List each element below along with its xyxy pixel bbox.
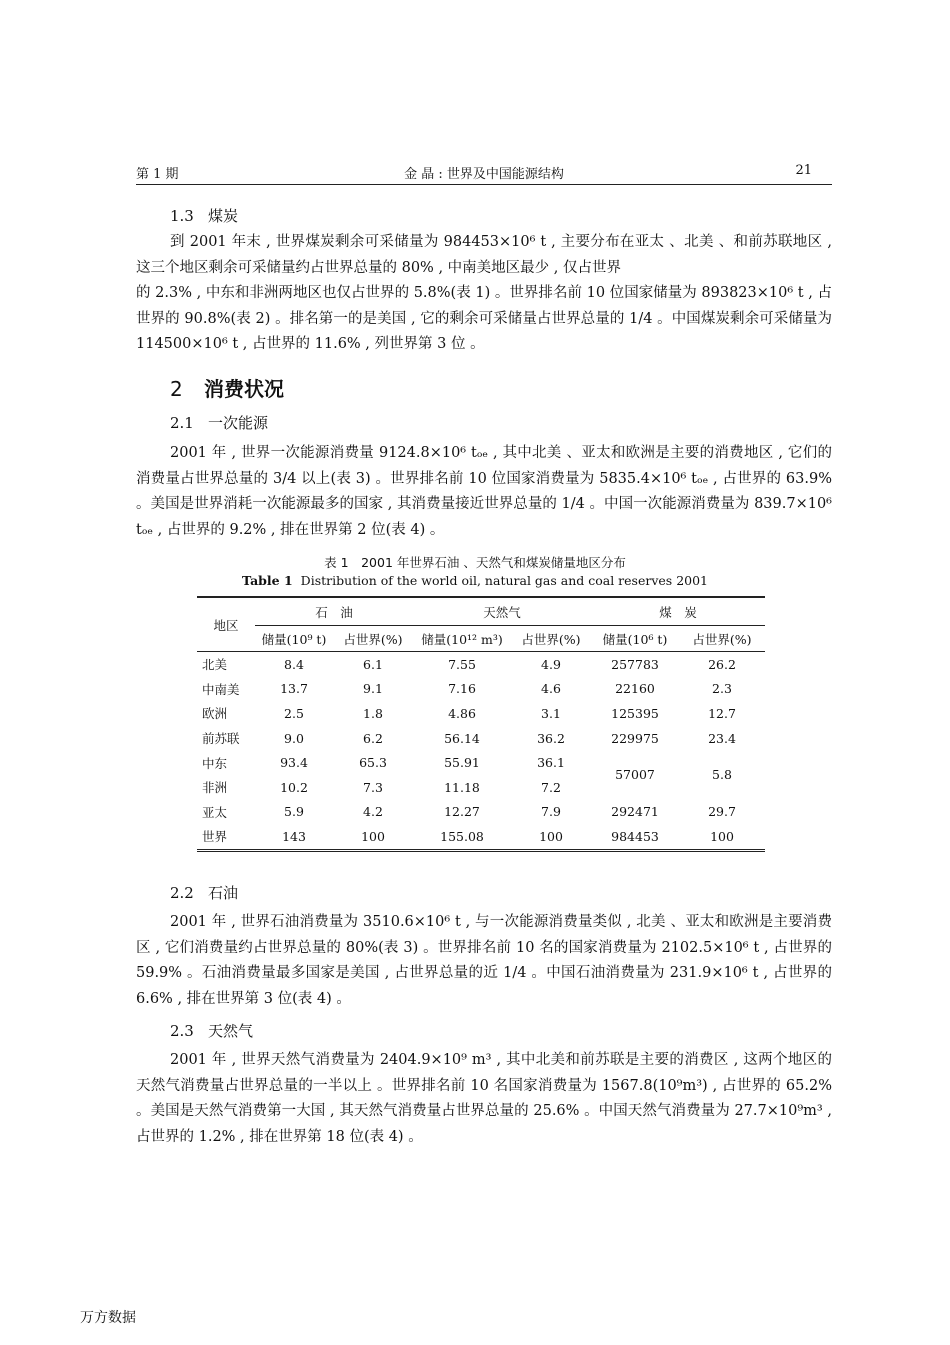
paragraph-oil: 2001 年 , 世界石油消费量为 3510.6×10⁶ t , 与一次能源消费量类似 , 北美 、亚太和欧洲是主要消费区 , 它们消费量约占世界总量的 80%(表 3) 。世界排名前 10 名的国家消费量为 2102.5×10⁶ t , 占世界的 59.9% 。石油消费量最多国家是美国 , 占世界总量的近 1/4 。中国石油消费量为 231.9×10⁶ t , 占世界的 6.6% , 排在世界第 3 位(表 4) 。 xyxy=(136,914,832,1007)
column-subheader: 占世界(%) xyxy=(333,626,413,652)
article-running-title: 金 晶 : 世界及中国能源结构 xyxy=(404,167,564,182)
table-cell: 229975 xyxy=(611,730,659,746)
section-heading-2-1: 2.1 一次能源 xyxy=(170,414,269,432)
table-cell: 23.4 xyxy=(708,730,736,746)
table-cell-region: 欧洲 xyxy=(202,706,228,722)
header-rule xyxy=(136,184,832,185)
table-cell: 93.4 xyxy=(280,755,308,771)
paragraph-coal xyxy=(136,230,832,358)
table-cell: 10.2 xyxy=(280,779,308,795)
section-heading-2-2: 2.2 石油 xyxy=(170,884,239,902)
table-row xyxy=(197,701,765,726)
table-cell: 9.1 xyxy=(363,681,383,697)
column-subheader: 占世界(%) xyxy=(679,626,765,652)
table-cell: 12.7 xyxy=(708,705,736,721)
column-subheader: 储量(10⁶ t) xyxy=(591,626,679,652)
column-header-region: 地区 xyxy=(197,597,255,652)
table-cell: 22160 xyxy=(615,681,655,697)
table-caption-cn: 表 1 2001 年世界石油 、天然气和煤炭储量地区分布 xyxy=(324,555,626,570)
section-heading-1-3: 1.3 煤炭 xyxy=(170,207,239,225)
table-cell: 4.9 xyxy=(541,656,561,672)
table-cell-region: 中南美 xyxy=(202,681,240,697)
table-cell: 3.1 xyxy=(541,705,561,721)
table-cell-merged: 57007 xyxy=(615,767,655,783)
table-cell: 143 xyxy=(255,824,333,850)
paragraph-line: 的 2.3% , 中东和非洲两地区也仅占世界的 5.8%(表 1) 。世界排名前 10 位国家储量为 893823×10⁶ t , 占世界的 90.8%(表 2) 。排名第一的是美国 , 它的剩余可采储量占世界总量的 1/4 。中国煤炭剩余可采储量为 114500×10⁶ t , 占世界的 11.6% , 列世界第 3 位 。 xyxy=(136,285,832,352)
table-cell: 11.18 xyxy=(444,779,480,795)
table-header-row xyxy=(197,597,765,626)
column-subheader: 储量(10¹² m³) xyxy=(413,626,511,652)
publisher-watermark: 万方数据 xyxy=(80,1310,136,1326)
table-cell: 7.55 xyxy=(448,656,476,672)
page-number: 21 xyxy=(795,163,812,178)
column-group-coal: 煤 炭 xyxy=(591,597,765,626)
table-cell: 9.0 xyxy=(284,730,304,746)
table-cell: 6.1 xyxy=(363,656,383,672)
column-subheader: 占世界(%) xyxy=(511,626,591,652)
table-cell: 65.3 xyxy=(359,755,387,771)
table-cell: 7.16 xyxy=(448,681,476,697)
table-cell: 36.1 xyxy=(537,755,565,771)
table-cell: 7.2 xyxy=(541,779,561,795)
table-row xyxy=(197,800,765,825)
table-cell-merged: 5.8 xyxy=(712,767,732,783)
table-cell: 100 xyxy=(511,824,591,850)
table-row-total xyxy=(197,824,765,850)
table-cell: 125395 xyxy=(611,705,659,721)
table-cell: 13.7 xyxy=(280,681,308,697)
column-subheader: 储量(10⁹ t) xyxy=(255,626,333,652)
table-caption-en: Table 1 Distribution of the world oil, natural gas and coal reserves 2001 xyxy=(241,573,709,588)
table-cell: 257783 xyxy=(611,656,659,672)
table-row xyxy=(197,652,765,677)
table-cell: 2.5 xyxy=(284,705,304,721)
table-cell: 155.08 xyxy=(413,824,511,850)
paragraph-line: 到 2001 年末 , 世界煤炭剩余可采储量为 984453×10⁶ t , 主要分布在亚太 、北美 、和前苏联地区 , 这三个地区剩余可采储量约占世界总量的 80% , 中南美地区最少 , 仅占世界 xyxy=(136,234,832,276)
table-cell: 55.91 xyxy=(444,755,480,771)
chapter-heading-2: 2 消费状况 xyxy=(170,377,284,401)
table-cell-region: 世界 xyxy=(197,824,255,850)
table-cell: 4.2 xyxy=(363,804,383,820)
running-header xyxy=(136,163,832,183)
column-group-gas: 天然气 xyxy=(413,597,591,626)
table-subheader-row xyxy=(197,626,765,652)
table-cell-region: 亚太 xyxy=(202,804,228,820)
table-cell: 7.3 xyxy=(363,779,383,795)
reserves-table xyxy=(197,596,765,852)
table-cell: 4.86 xyxy=(448,705,476,721)
table-cell: 100 xyxy=(333,824,413,850)
table-cell: 2.3 xyxy=(712,681,732,697)
table-cell: 7.9 xyxy=(541,804,561,820)
table-cell: 100 xyxy=(679,824,765,850)
table-cell: 5.9 xyxy=(284,804,304,820)
table-cell: 6.2 xyxy=(363,730,383,746)
table-cell-region: 前苏联 xyxy=(202,731,240,747)
table-cell-region: 中东 xyxy=(202,755,228,771)
table-cell: 36.2 xyxy=(537,730,565,746)
issue-label: 第 1 期 xyxy=(136,167,179,182)
table-cell: 292471 xyxy=(611,804,659,820)
section-heading-2-3: 2.3 天然气 xyxy=(170,1022,254,1040)
table-cell: 12.27 xyxy=(444,804,480,820)
table-cell: 984453 xyxy=(591,824,679,850)
table-row xyxy=(197,677,765,702)
table-cell: 56.14 xyxy=(444,730,480,746)
table-cell-region: 北美 xyxy=(202,657,228,673)
table-cell: 29.7 xyxy=(708,804,736,820)
table-cell: 1.8 xyxy=(363,705,383,721)
table-cell: 26.2 xyxy=(708,656,736,672)
table-cell-region: 非洲 xyxy=(202,780,228,796)
table-row xyxy=(197,726,765,751)
column-group-oil: 石 油 xyxy=(255,597,413,626)
paragraph-primary-energy: 2001 年 , 世界一次能源消费量 9124.8×10⁶ tₒₑ , 其中北美 、亚太和欧洲是主要的消费地区 , 它们的消费量占世界总量的 3/4 以上(表 3) 。世界排名前 10 位国家消费量为 5835.4×10⁶ tₒₑ , 占世界的 63.9% 。美国是世界消耗一次能源最多的国家 , 其消费量接近世界总量的 1/4 。中国一次能源消费量为 839.7×10⁶ tₒₑ , 占世界的 9.2% , 排在世界第 2 位(表 4) 。 xyxy=(136,445,832,538)
table-cell: 4.6 xyxy=(541,681,561,697)
table-cell: 8.4 xyxy=(284,656,304,672)
paragraph-natural-gas: 2001 年 , 世界天然气消费量为 2404.9×10⁹ m³ , 其中北美和前苏联是主要的消费区 , 这两个地区的天然气消费量占世界总量的一半以上 。世界排名前 10 名国家消费量为 1567.8(10⁹m³) , 占世界的 65.2% 。美国是天然气消费第一大国 , 其天然气消费量占世界总量的 25.6% 。中国天然气消费量为 27.7×10⁹m³ , 占世界的 1.2% , 排在世界第 18 位(表 4) 。 xyxy=(136,1052,832,1145)
table-row xyxy=(197,750,765,775)
